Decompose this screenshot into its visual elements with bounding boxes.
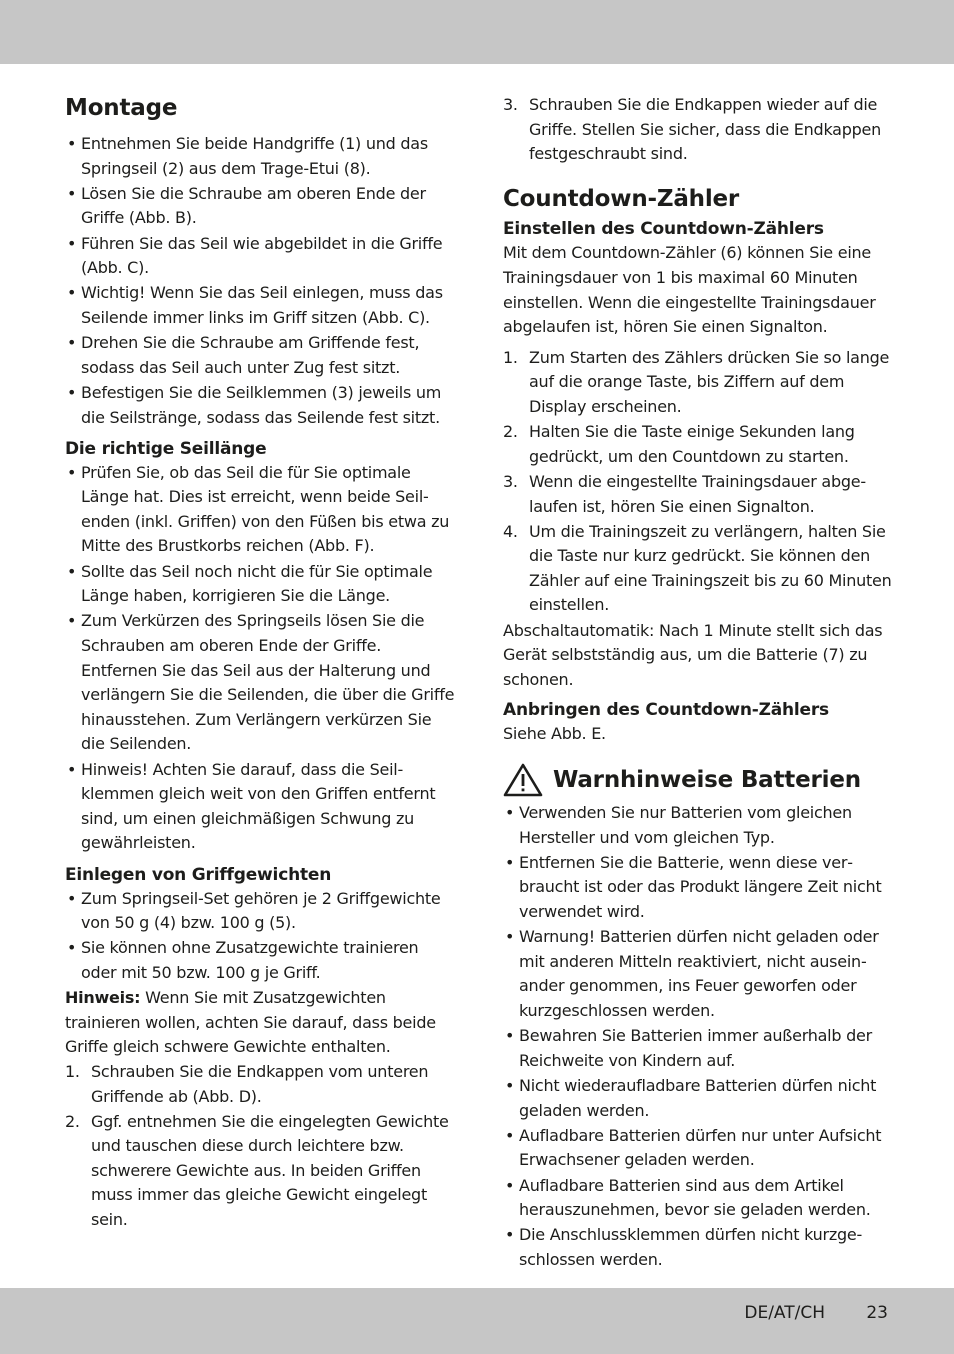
step-text: Ggf. entnehmen Sie die eingelegten Gewichte und tauschen diese durch leichtere bzw. schwerere Gewichte aus. In beiden Griffen muss immer das gleiche Gewicht eingelegt sein.	[91, 1111, 449, 1230]
auto-off-text: Abschaltautomatik: Nach 1 Minute stellt sich das Gerät selbstständig aus, um die Batterie (7) zu schonen.	[503, 620, 883, 689]
step-text: Zum Starten des Zählers drücken Sie so lange auf die orange Taste, bis Ziffern auf dem Display erscheinen.	[529, 347, 890, 416]
batterien-list	[503, 801, 895, 1272]
step-item	[503, 520, 895, 618]
step-text: Schrauben Sie die Endkappen wieder auf die Griffe. Stellen Sie sicher, dass die Endkappen festgeschraubt sind.	[529, 95, 882, 164]
list-item: • Wichtig! Wenn Sie das Seil einlegen, muss das Seilende immer links im Griff sitzen (Abb. C).	[65, 281, 455, 330]
step-number: 4.	[503, 521, 518, 541]
gewichte-note	[65, 986, 455, 1060]
left-column	[65, 92, 455, 1233]
montage-list	[65, 132, 455, 430]
step-text: Schrauben Sie die Endkappen vom unteren Griffende ab (Abb. D).	[91, 1061, 429, 1106]
step-item	[503, 470, 895, 519]
list-item: • Entnehmen Sie beide Handgriffe (1) und das Springseil (2) aus dem Trage-Etui (8).	[65, 132, 455, 181]
list-item: • Nicht wiederaufladbare Batterien dürfen nicht geladen werden.	[503, 1074, 895, 1123]
step-item	[503, 93, 895, 167]
list-item: • Prüfen Sie, ob das Seil die für Sie optimale Länge hat. Dies ist erreicht, wenn beide Seilenden (inkl. Griffen) von den Füßen bis etwa zu Mitte des Brustkorbs reichen (Abb. F).	[65, 461, 455, 559]
list-item: • Warnung! Batterien dürfen nicht geladen oder mit anderen Mitteln reaktiviert, nicht auseinander genommen, ins Feuer geworfen oder kurzgeschlossen werden.	[503, 925, 895, 1023]
seillaenge-list	[65, 461, 455, 856]
batterien-heading	[503, 763, 895, 797]
step-item	[503, 420, 895, 469]
step-text: Um die Trainingszeit zu verlängern, halten Sie die Taste nur kurz gedrückt. Sie können den Zähler auf eine Trainingszeit bis zu 60 Minuten einstellen.	[529, 521, 892, 615]
anbringen-heading: Anbringen des Countdown-Zählers	[503, 700, 829, 721]
step-item	[503, 346, 895, 420]
list-item: • Bewahren Sie Batterien immer außerhalb der Reichweite von Kindern auf.	[503, 1024, 895, 1073]
einstellen-intro: Mit dem Countdown-Zähler (6) können Sie eine Trainingsdauer von 1 bis maximal 60 Minuten einstellen. Wenn die eingestellte Trainingsdauer abgelaufen ist, hören Sie einen Signalton.	[503, 243, 876, 337]
list-item: • Die Anschlussklemmen dürfen nicht kurzgeschlossen werden.	[503, 1223, 895, 1272]
gewichte-steps	[65, 1060, 455, 1233]
list-item: • Lösen Sie die Schraube am oberen Ende der Griffe (Abb. B).	[65, 182, 455, 231]
seillaenge-heading: Die richtige Seillänge	[65, 438, 267, 459]
warning-triangle-icon	[503, 763, 543, 797]
list-item: • Hinweis! Achten Sie darauf, dass die Seilklemmen gleich weit von den Griffen entfernt sind, um einen gleichmäßigen Schwung zu gewährleisten.	[65, 758, 455, 856]
montage-heading: Montage	[65, 95, 178, 121]
step-text: Wenn die eingestellte Trainingsdauer abgelaufen ist, hören Sie einen Signalton.	[529, 471, 867, 516]
step-number: 1.	[65, 1061, 80, 1081]
list-item: • Zum Verkürzen des Springseils lösen Sie die Schrauben am oberen Ende der Griffe. Entfernen Sie das Seil aus der Halterung und verlängern Sie die Seilenden, die über die Griffe hinausstehen. Zum Verlängern verkürzen Sie die Seilenden.	[65, 609, 455, 757]
batterien-title: Warnhinweise Batterien	[553, 767, 861, 794]
list-item: • Sollte das Seil noch nicht die für Sie optimale Länge haben, korrigieren Sie die Länge.	[65, 560, 455, 609]
list-item: • Befestigen Sie die Seilklemmen (3) jeweils um die Seilstränge, sodass das Seilende fest sitzt.	[65, 381, 455, 430]
list-item: • Aufladbare Batterien sind aus dem Artikel herauszunehmen, bevor sie geladen werden.	[503, 1174, 895, 1223]
gewichte-steps-continued	[503, 93, 895, 167]
countdown-heading: Countdown-Zähler	[503, 186, 740, 213]
footer-language-codes: DE/AT/CH	[744, 1303, 825, 1323]
gewichte-list	[65, 887, 455, 986]
step-number: 3.	[503, 95, 518, 114]
step-text: Halten Sie die Taste einige Sekunden lang gedrückt, um den Countdown zu starten.	[529, 422, 855, 466]
page-number: 23	[866, 1303, 888, 1323]
header-bar	[0, 0, 954, 64]
list-item: • Entfernen Sie die Batterie, wenn diese verbraucht ist oder das Produkt längere Zeit nicht verwendet wird.	[503, 851, 895, 925]
step-item	[65, 1110, 455, 1233]
list-item: • Führen Sie das Seil wie abgebildet in die Griffe (Abb. C).	[65, 232, 455, 281]
anbringen-text: Siehe Abb. E.	[503, 724, 606, 744]
einstellen-heading: Einstellen des Countdown-Zählers	[503, 219, 824, 240]
list-item: • Verwenden Sie nur Batterien vom gleichen Hersteller und vom gleichen Typ.	[503, 801, 895, 850]
list-item: • Drehen Sie die Schraube am Griffende fest, sodass das Seil auch unter Zug fest sitzt.	[65, 331, 455, 380]
gewichte-heading: Einlegen von Griffgewichten	[65, 864, 332, 885]
note-text: Wenn Sie mit Zusatzgewichten trainieren wollen, achten Sie darauf, dass beide Griffe gleich schwere Gewichte enthalten.	[65, 988, 436, 1057]
countdown-steps	[503, 346, 895, 618]
note-label: Hinweis:	[65, 988, 141, 1008]
step-number: 1.	[503, 347, 518, 367]
right-column	[503, 93, 895, 1273]
step-item	[65, 1060, 455, 1109]
step-number: 3.	[503, 471, 518, 491]
list-item: • Aufladbare Batterien dürfen nur unter Aufsicht Erwachsener geladen werden.	[503, 1124, 895, 1173]
step-number: 2.	[65, 1111, 80, 1131]
list-item: • Sie können ohne Zusatzgewichte trainieren oder mit 50 bzw. 100 g je Griff.	[65, 936, 455, 985]
list-item: • Zum Springseil-Set gehören je 2 Griffgewichte von 50 g (4) bzw. 100 g (5).	[65, 887, 455, 936]
step-number: 2.	[503, 422, 518, 442]
